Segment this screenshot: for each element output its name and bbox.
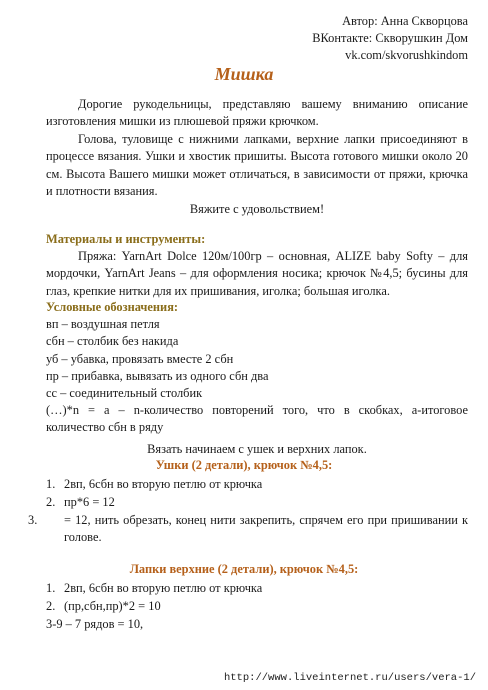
step-text: 3-9 – 7 рядов = 10, — [46, 617, 144, 631]
paws-step-2 — [46, 598, 468, 615]
step-text: 2вп, 6сбн во вторую петлю от крючка — [64, 477, 263, 491]
author-vk-group: ВКонтакте: Скворушкин Дом — [312, 31, 468, 45]
ears-heading: Ушки (2 детали), крючок №4,5: — [155, 458, 333, 472]
legend-item: пр – прибавка, вывязать из одного сбн два — [46, 369, 269, 383]
source-url[interactable]: http://www.liveinternet.ru/users/vera-1/ — [223, 672, 476, 684]
paws-step-3 — [46, 616, 468, 633]
step-number: 1. — [46, 477, 56, 491]
paws-step-1 — [46, 580, 468, 597]
materials-text: Пряжа: YarnArt Dolce 120м/100гр – основная, ALIZE baby Softy – для мордочки, YarnArt Jeans – для оформления носика; крючок №4,5; бусины для глаз, крепкие нитки для их пришивания, иголка; большая иголка. — [46, 249, 468, 298]
ears-step-1 — [46, 476, 468, 493]
legend-item: вп – воздушная петля — [46, 317, 160, 331]
legend-item: сбн – столбик без накида — [46, 334, 179, 348]
step-text: 2вп, 6сбн во вторую петлю от крючка — [64, 581, 263, 595]
ears-step-2 — [46, 494, 468, 511]
step-text: = 12, нить обрезать, конец нити закрепить, спрячем его при пришивании к голове. — [64, 513, 468, 545]
legend-item: уб – убавка, провязать вместе 2 сбн — [46, 352, 234, 366]
step-number: 1. — [46, 581, 56, 595]
step-number: 2. — [46, 599, 56, 613]
start-text: Вязать начинаем с ушек и верхних лапок. — [147, 442, 367, 456]
intro-paragraph-1: Дорогие рукодельницы, представляю вашему вниманию описание изготовления мишки из плюшевой пряжи крючком. — [46, 97, 468, 129]
ears-step-3 — [28, 512, 468, 547]
intro-wish: Вяжите с удовольствием! — [189, 202, 325, 216]
step-text: (пр,сбн,пр)*2 = 10 — [64, 599, 161, 613]
materials-heading: Материалы и инструменты: — [46, 232, 206, 246]
step-number: 3. — [28, 513, 38, 527]
legend-item: (…)*n = а – n-количество повторений того, что в скобках, а-итоговое количество сбн в ряду — [46, 403, 468, 435]
legend-item: сс – соединительный столбик — [46, 386, 203, 400]
legend-heading: Условные обозначения: — [46, 300, 179, 314]
author-name: Автор: Анна Скворцова — [342, 14, 468, 28]
step-number: 2. — [46, 495, 56, 509]
author-vk-link[interactable]: vk.com/skvorushkindom — [345, 48, 468, 62]
author-block — [312, 13, 468, 64]
paws-heading: Лапки верхние (2 детали), крючок №4,5: — [129, 562, 359, 576]
step-text: пр*6 = 12 — [64, 495, 115, 509]
intro-paragraph-2: Голова, туловище с нижними лапками, верхние лапки присоединяют в процессе вязания. Ушки и хвостик пришиты. Высота готового мишки около 20 см. Высота Вашего мишки может отличаться, в зависимости от пряжи, крючка и плотности вязания. — [46, 132, 468, 199]
page-title: Мишка — [214, 64, 274, 84]
